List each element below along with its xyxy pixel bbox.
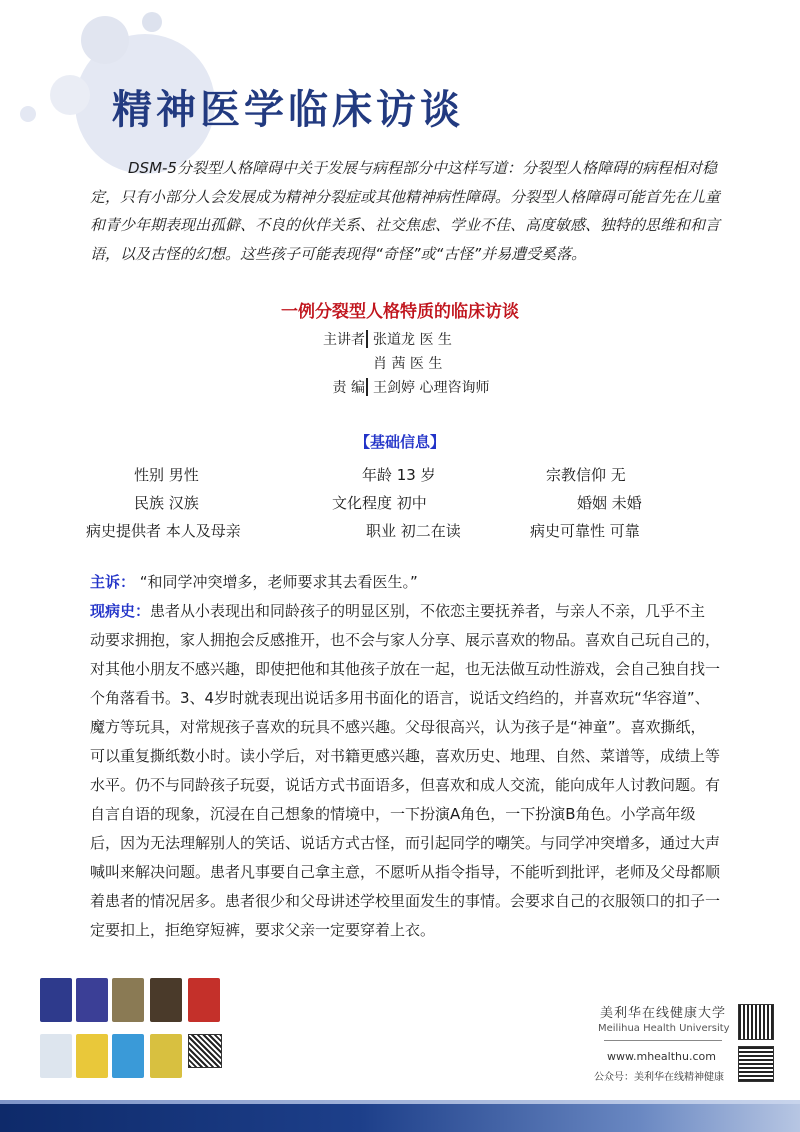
history-label: 现病史： [90, 602, 151, 620]
qr-code-icon [738, 1046, 774, 1082]
info-marriage: 婚姻 未婚 [577, 494, 642, 512]
credit-row [300, 375, 560, 399]
info-gender: 性别 男性 [134, 466, 199, 484]
credits-block [300, 327, 560, 399]
info-ethnicity: 民族 汉族 [134, 494, 199, 512]
section-title-basic-info: 【基础信息】 [354, 433, 445, 451]
info-occupation: 职业 初二在读 [366, 522, 461, 540]
university-name-en: Meilihua Health University [598, 1023, 730, 1034]
book-qr-code [188, 1034, 222, 1068]
history-text: 患者从小表现出和同龄孩子的明显区别，不依恋主要抚养者，与亲人不亲，几乎不主动要求拥抱，家人拥抱会反感推开，也不会与家人分享、展示喜欢的物品。喜欢自己玩自己的，对其他小朋友不感兴趣，即使把他和其他孩子放在一起，也无法做互动性游戏，会自己独自找一个角落看书。3、4岁时就表现出说话多用书面化的语言，说话文绉绉的，并喜欢玩“华容道”、魔方等玩具，对常规孩子喜欢的玩具不感兴趣。父母很高兴，认为孩子是“神童”。喜欢撕纸，可以重复撕纸数小时。读小学后，对书籍更感兴趣，喜欢历史、地理、自然、菜谱等，成绩上等水平。仍不与同龄孩子玩耍，说话方式书面语多，但喜欢和成人交流，能向成年人讨教问题。有自言自语的现象，沉浸在自己想象的情境中，一下扮演A角色，一下扮演B角色。小学高年级后，因为无法理解别人的笑话、说话方式古怪，而引起同学的嘲笑。与同学冲突增多，通过大声喊叫来解决问题。患者凡事要自己拿主意，不愿听从指令指导，不能听到批评，老师及父母都顺着患者的情况居多。患者很少和父母讲述学校里面发生的事情。会要求自己的衣服领口的扣子一定要扣上，拒绝穿短裤，要求父亲一定要穿着上衣。 [90, 602, 721, 939]
complaint-text: “和同学冲突增多，老师要求其去看医生。” [135, 573, 418, 591]
intro-paragraph: DSM-5分裂型人格障碍中关于发展与病程部分中这样写道：分裂型人格障碍的病程相对稳定，只有小部分人会发展成为精神分裂症或其他精神病性障碍。分裂型人格障碍可能首先在儿童和青少年期表现出孤僻、不良的伙伴关系、社交焦虑、学业不佳、高度敏感、独特的思维和和言语，以及古怪的幻想。这些孩子可能表现得“奇怪”或“古怪”并易遭受奚落。 [90, 159, 721, 263]
logo-divider [604, 1040, 722, 1041]
credit-name: 肖 茜 医 生 [373, 356, 443, 372]
chief-complaint [90, 568, 720, 597]
present-history [90, 597, 720, 945]
complaint-label: 主诉： [90, 573, 136, 591]
case-body [90, 568, 720, 945]
book-cover [112, 978, 144, 1022]
info-age: 年龄 13 岁 [362, 466, 436, 484]
info-religion: 宗教信仰 无 [546, 466, 626, 484]
book-cover [40, 978, 72, 1022]
website-url: www.mhealthu.com [607, 1050, 716, 1063]
info-informant: 病史提供者 本人及母亲 [86, 522, 241, 540]
info-reliability: 病史可靠性 可靠 [530, 522, 640, 540]
info-education: 文化程度 初中 [332, 494, 427, 512]
book-cover [76, 978, 108, 1022]
qr-code-icon [738, 1004, 774, 1040]
book-cover [40, 1034, 72, 1078]
book-cover [150, 978, 182, 1022]
credit-divider [366, 330, 368, 348]
credit-row [300, 351, 560, 375]
university-name-cn: 美利华在线健康大学 [599, 1006, 726, 1021]
credit-name: 张道龙 医 生 [373, 332, 452, 348]
book-cover [76, 1034, 108, 1078]
credit-role: 主讲者 [323, 332, 365, 348]
book-covers-ad [40, 978, 240, 1086]
credit-name: 王剑婷 心理咨询师 [373, 380, 490, 396]
book-cover [188, 978, 220, 1022]
book-cover [112, 1034, 144, 1078]
credit-row [300, 327, 560, 351]
article-subtitle: 一例分裂型人格特质的临床访谈 [281, 302, 519, 322]
wechat-account: 公众号：美利华在线精神健康 [594, 1072, 724, 1083]
footer-bar [0, 1104, 800, 1132]
book-cover [150, 1034, 182, 1078]
credit-divider [366, 378, 368, 396]
credit-role: 责 编 [332, 380, 365, 396]
page-title: 精神医学临床访谈 [112, 87, 464, 133]
university-logo [598, 1002, 728, 1041]
